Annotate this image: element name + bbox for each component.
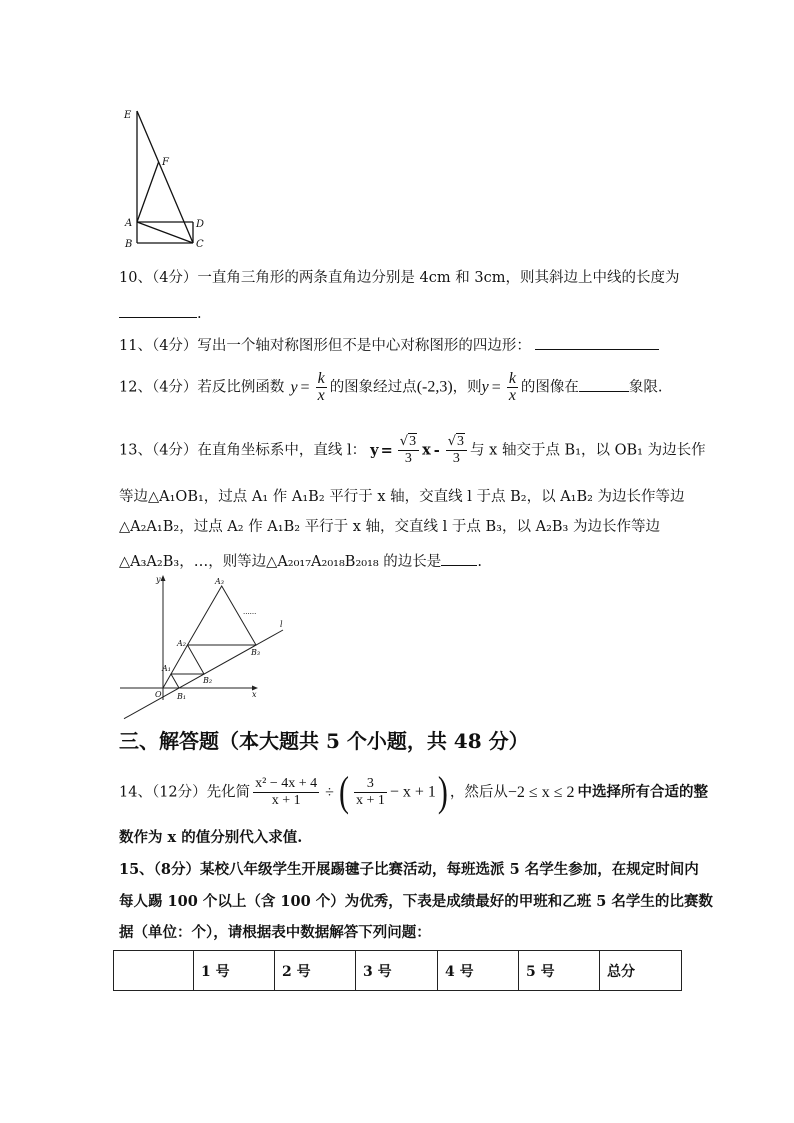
table-cell-blank	[114, 951, 194, 991]
label-origin: O	[155, 690, 162, 699]
question-13-line-4	[119, 550, 482, 572]
label-axis-x: x	[252, 690, 257, 699]
q13-frac2-num	[446, 434, 467, 450]
answer-blank	[441, 550, 477, 566]
question-11	[119, 334, 659, 356]
q13-line3: △A₂A₁B₂，过点 A₂ 作 A₁B₂ 平行于 x 轴，交直线 l 于点 B₃，以 A₂B₃ 为边长作等边	[119, 519, 660, 535]
q12-end: 象限.	[628, 379, 663, 396]
radicand: 3	[457, 434, 465, 449]
label-f: F	[162, 157, 169, 168]
q13-frac2-den: 3	[446, 450, 467, 467]
q13-frac1-den: 3	[398, 450, 419, 467]
label-e: E	[124, 110, 132, 121]
table-cell-1: 1 号	[194, 951, 275, 991]
q13-eq: =	[380, 441, 393, 459]
q12-frac-num: k	[317, 370, 325, 387]
q12-prefix: 12、（4分）若反比例函数	[119, 379, 285, 396]
q12-fraction	[316, 371, 327, 404]
q13-line2: 等边△A₁OB₁，过点 A₁ 作 A₁B₂ 平行于 x 轴，交直线 l 于点 B₂，以 A₁B₂ 为边长作等边	[119, 489, 685, 505]
segment-af	[137, 162, 159, 222]
q12-mid2: ，则	[452, 379, 482, 396]
label-axis-y: y	[156, 575, 161, 584]
q13-end: .	[477, 554, 482, 570]
label-b1: B₁	[177, 692, 187, 701]
q14-frac1-num: x² − 4x + 4	[255, 776, 318, 791]
q14-mid: ，然后从	[449, 784, 508, 801]
label-line-l: l	[280, 620, 283, 629]
q10-text: 10、（4分）一直角三角形的两条直角边分别是 4cm 和 3cm，则其斜边上中线的长度为	[119, 270, 680, 286]
label-a1: A₁	[162, 664, 171, 673]
q13-after: 与 x 轴交于点 B₁，以 OB₁ 为边长作	[470, 442, 706, 459]
coordinate-figure	[115, 572, 290, 722]
q14-tail: − x + 1	[389, 783, 436, 801]
section-heading: 三、解答题（本大题共 5 个小题，共 48 分）	[119, 729, 529, 753]
q12-fraction-2	[507, 371, 518, 404]
q14-range: −2 ≤ x ≤ 2	[507, 783, 575, 801]
label-b3: B₃	[251, 648, 261, 657]
geometry-figure	[115, 105, 210, 250]
label-a: A	[125, 218, 133, 229]
q13-fraction-2	[446, 434, 467, 467]
table-cell-5: 5 号	[519, 951, 600, 991]
q12-suffix: 的图像在	[520, 379, 579, 396]
q14-frac2-num: 3	[366, 776, 374, 791]
answer-blank	[535, 334, 659, 350]
q14-frac2-den: x + 1	[355, 793, 385, 808]
q14-frac1-den: x + 1	[253, 792, 319, 809]
q14-left-paren: (	[338, 768, 349, 815]
label-d: D	[196, 219, 205, 230]
segment-ec	[137, 111, 193, 243]
q12-point: (-2,3)	[416, 378, 453, 396]
question-12	[119, 371, 663, 404]
q13-line4: △A₃A₂B₃，…，则等边△A₂₀₁₇A₂₀₁₈B₂₀₁₈ 的边长是	[119, 554, 442, 570]
q13-x: x	[422, 441, 431, 459]
table-cell-3: 3 号	[356, 951, 438, 991]
q14-div: ÷	[325, 783, 334, 801]
radical-sign: √	[447, 434, 457, 449]
q12-func-y: y	[290, 378, 298, 396]
label-a2: A₂	[177, 639, 186, 648]
question-15-line-2	[119, 892, 713, 912]
q12-frac-den: x	[317, 387, 325, 404]
radical-sign: √	[399, 434, 409, 449]
triangle-a2-a1-b2	[171, 645, 204, 674]
q14-suffix: 中选择所有合适的整	[577, 783, 708, 801]
label-a3: A₃	[215, 577, 224, 586]
label-ellipsis: ......	[243, 608, 257, 616]
question-14	[119, 768, 708, 815]
q12-frac-num-2: k	[508, 370, 516, 387]
answer-blank	[119, 302, 197, 318]
table-header-row	[114, 951, 682, 991]
q12-frac-den-2: x	[508, 387, 516, 404]
q14-prefix: 14、（12分）先化简	[119, 784, 251, 801]
q13-prefix: 13、（4分）在直角坐标系中，直线 l：	[119, 442, 367, 459]
table-cell-4: 4 号	[438, 951, 519, 991]
q14-fraction-1	[253, 776, 319, 809]
q14-line2: 数作为 x 的值分别代入求值.	[119, 829, 303, 846]
segment-ac	[137, 222, 193, 243]
question-15-line-3	[119, 923, 431, 943]
radicand: 3	[409, 434, 417, 449]
q13-frac1-num	[398, 434, 419, 450]
table-cell-2: 2 号	[275, 951, 356, 991]
q13-fraction-1	[398, 434, 419, 467]
q10-end: .	[197, 306, 202, 322]
label-b: B	[125, 239, 133, 250]
question-13-line-3	[119, 517, 660, 537]
q13-minus: -	[433, 441, 440, 459]
q15-line2: 每人踢 100 个以上（含 100 个）为优秀，下表是成绩最好的甲班和乙班 5 名学生的比赛数	[119, 893, 713, 910]
question-14-line-2	[119, 828, 302, 848]
score-table	[113, 950, 682, 991]
q14-fraction-2	[354, 776, 387, 809]
table-cell-total: 总分	[600, 951, 682, 991]
triangle-a1-o-b1	[163, 674, 179, 688]
q13-y: y	[370, 441, 379, 459]
question-10-answer-line	[119, 302, 202, 324]
question-15-line-1	[119, 860, 699, 880]
q12-func-y-2: y	[481, 378, 489, 396]
question-13	[119, 434, 706, 467]
label-c: C	[196, 239, 204, 250]
q15-line1: 15、（8分）某校八年级学生开展踢毽子比赛活动，每班选派 5 名学生参加，在规定时间内	[119, 861, 699, 878]
question-13-line-2	[119, 487, 685, 507]
q12-mid: 的图象经过点	[329, 379, 417, 396]
question-10	[119, 268, 679, 288]
q11-text: 11、（4分）写出一个轴对称图形但不是中心对称图形的四边形：	[119, 338, 531, 354]
label-b2: B₂	[203, 676, 213, 685]
q15-line3: 据（单位：个），请根据表中数据解答下列问题：	[119, 924, 431, 941]
q14-right-paren: )	[437, 768, 448, 815]
y-axis-arrow-icon	[161, 575, 166, 581]
q12-func-eq: =	[300, 378, 310, 396]
q12-func-eq-2: =	[491, 378, 501, 396]
answer-blank	[579, 376, 629, 392]
